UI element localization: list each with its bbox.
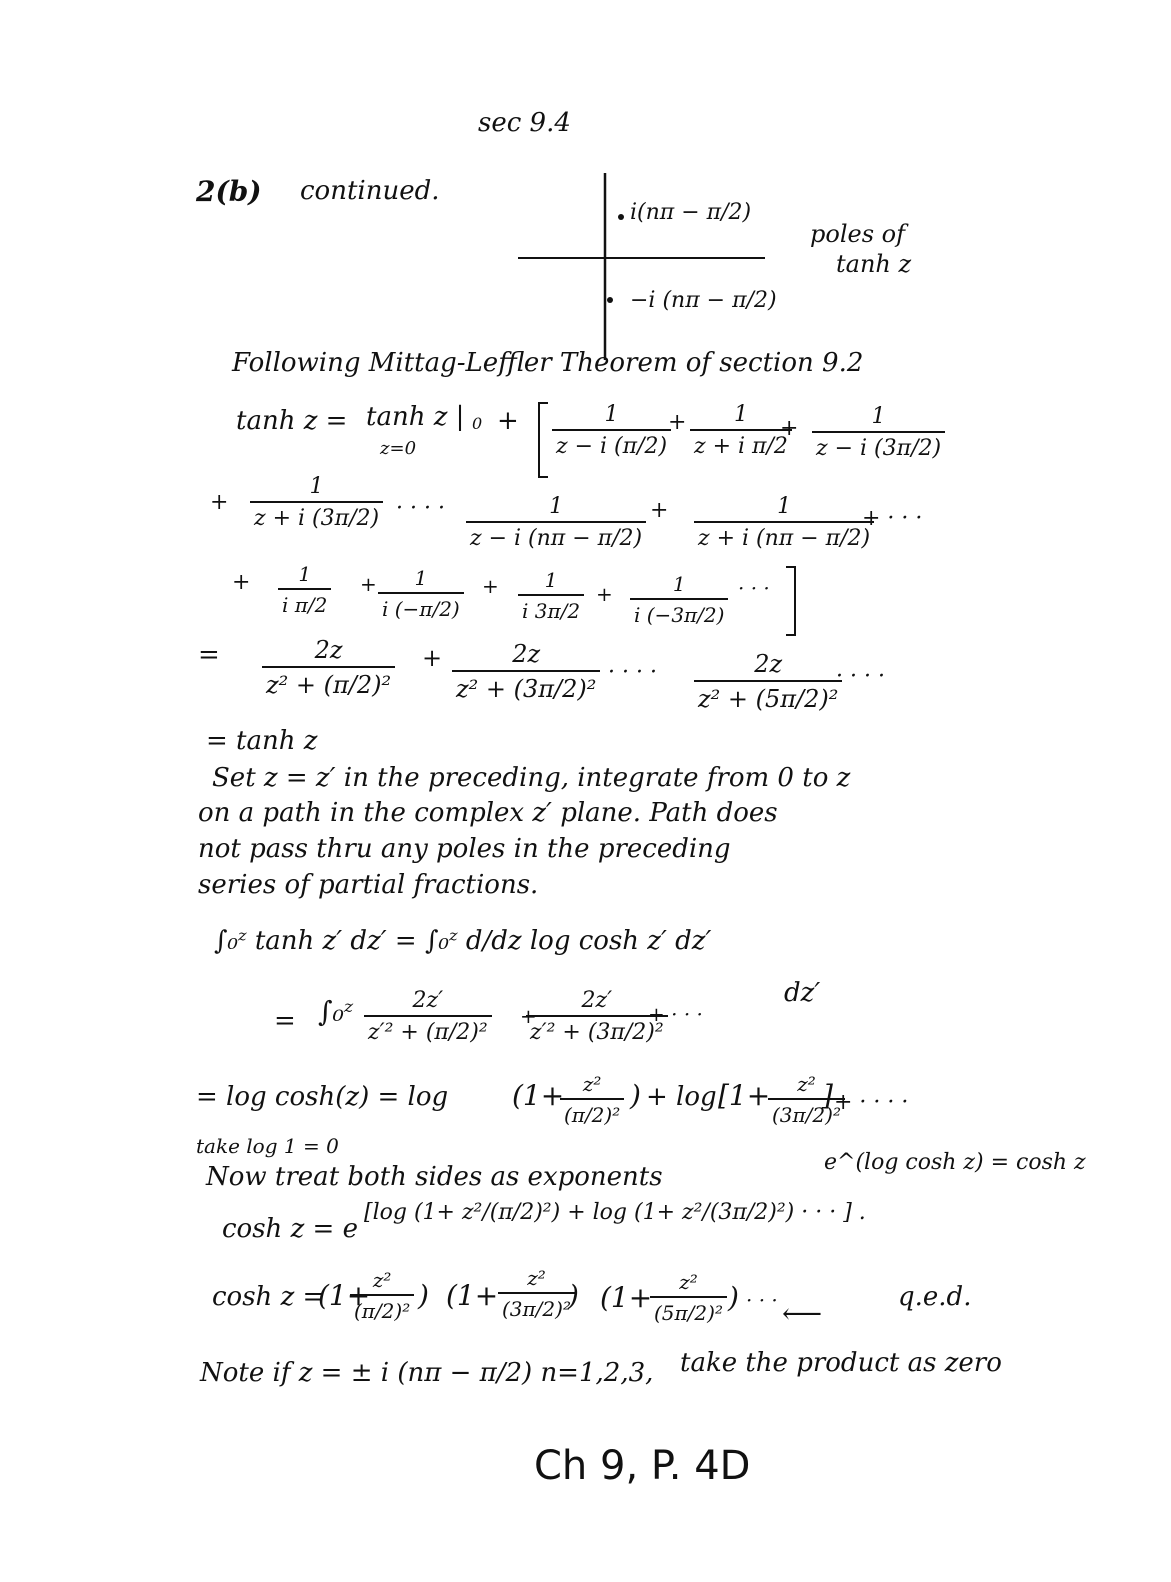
equals-tanh: = tanh z	[206, 726, 318, 756]
close-bracket	[786, 566, 796, 636]
open-bracket	[538, 402, 548, 478]
upper-pole-label: i(nπ − π/2)	[630, 200, 752, 225]
series-term-2: $\frac{2z}{\text{z² + (3π/2)²}}$	[452, 640, 600, 703]
integrand-tail: + · · ·	[648, 1002, 703, 1026]
const-2: $\frac{1}{i (-\pi/2)}$	[378, 566, 464, 621]
tanh-at-zero: tanh z |	[366, 402, 465, 432]
integral-sign: ∫₀ᶻ	[318, 995, 354, 1028]
now-treat-line: Now treat both sides as exponents	[206, 1162, 663, 1192]
paren-close: )	[630, 1079, 641, 1112]
term-6: $\frac{1}{z + i (n\pi - \pi/2)}$	[694, 494, 874, 551]
arrow-icon: ⟵	[782, 1297, 823, 1330]
paren-open: (1+	[512, 1079, 565, 1112]
note-tail: take the product as zero	[680, 1348, 1002, 1378]
page-footer: Ch 9, P. 4D	[534, 1443, 751, 1489]
plus-sign: +	[232, 570, 251, 595]
const-dots: · · ·	[738, 576, 770, 600]
const-4: $\frac{1}{i (-3\pi/2)}$	[630, 572, 728, 627]
problem-note: continued.	[300, 176, 440, 206]
series-term-3: $\frac{2z}{\text{z² + (5π/2)²}}$	[694, 650, 842, 713]
series-dots-2: · · · ·	[836, 664, 885, 689]
bracket-close: ]	[822, 1079, 833, 1112]
lhs-tanh: tanh z =	[236, 406, 348, 436]
bracket-open: [1+	[718, 1079, 771, 1112]
tanh-at-zero-sup: 0	[472, 414, 483, 433]
lower-pole-dot	[607, 297, 613, 303]
paren-close: )	[418, 1279, 429, 1312]
log-term-2: $\frac{\text{z²}}{\text{(3π/2)²}}$	[768, 1072, 845, 1127]
problem-label: 2(b)	[196, 175, 262, 208]
paren-close: )	[728, 1281, 739, 1314]
integral-identity: ∫₀ᶻ tanh z′ dz′ = ∫₀ᶻ d/dz log cosh z′ dz′	[214, 926, 712, 956]
log-term-1: $\frac{\text{z²}}{\text{(π/2)²}}$	[560, 1072, 624, 1127]
plus-sign: +	[360, 572, 377, 596]
set-line-4: series of partial fractions.	[198, 870, 539, 900]
exp-identity: e^(log cosh z) = cosh z	[824, 1150, 1086, 1175]
plus-sign: +	[482, 574, 499, 598]
lower-pole-label: −i (nπ − π/2)	[630, 288, 777, 313]
term-3: $\frac{1}{z - i (3\pi/2)}$	[812, 404, 945, 461]
product-dots: · · ·	[746, 1288, 778, 1312]
series-term-1: $\frac{2z}{\text{z² + (π/2)²}}$	[262, 636, 395, 699]
paren-close: )	[568, 1279, 579, 1312]
set-line-2: on a path in the complex z′ plane. Path does	[198, 798, 778, 828]
trailing-dots: + · · ·	[862, 506, 923, 531]
log-cosh-line: = log cosh(z) = log	[196, 1082, 449, 1112]
product-factor-2: $\frac{\text{z²}}{\text{(3π/2)²}}$	[498, 1266, 575, 1321]
plus-sign: +	[520, 1004, 537, 1028]
set-line-1: Set z = z′ in the preceding, integrate from 0 to z	[212, 763, 851, 793]
qed-mark: q.e.d.	[898, 1282, 972, 1312]
plus-sign: +	[780, 416, 799, 441]
plus-sign: +	[668, 410, 687, 435]
series-dots: · · · ·	[608, 660, 657, 685]
differential: dz′	[784, 978, 821, 1008]
tanh-at-zero-sub: z=0	[380, 438, 417, 459]
dots: · · · ·	[396, 496, 445, 521]
product-lhs: cosh z =	[212, 1282, 325, 1312]
set-line-3: not pass thru any poles in the preceding	[198, 834, 731, 864]
term-1: $\frac{1}{z - i (\pi/2)}$	[552, 402, 671, 459]
log-tail: + · · · ·	[834, 1090, 909, 1115]
const-3: $\frac{1}{i 3\pi/2}$	[518, 568, 584, 623]
upper-pole-dot	[618, 214, 624, 220]
integrand-term-2: $\frac{2z'}{\text{z′² + (3π/2)²}}$	[526, 988, 668, 1045]
paren-open: (1+	[600, 1281, 653, 1314]
plus-sign: +	[596, 582, 613, 606]
pole-axes-diagram	[500, 165, 780, 365]
equals-sign: =	[274, 1006, 296, 1036]
product-factor-3: $\frac{\text{z²}}{\text{(5π/2)²}}$	[650, 1270, 727, 1325]
note-line: Note if z = ± i (nπ − π/2) n=1,2,3,	[200, 1358, 654, 1388]
term-2: $\frac{1}{\text{z + i π/2}}$	[690, 402, 792, 459]
equals-sign: =	[198, 640, 220, 670]
const-1: $\frac{1}{\text{i π/2}}$	[278, 562, 331, 617]
plus-sign: +	[210, 490, 229, 515]
plus-sign: +	[650, 498, 669, 523]
integrand-term-1: $\frac{2z'}{\text{z′² + (π/2)²}}$	[364, 988, 492, 1045]
intro-line: Following Mittag-Leffler Theorem of section 9.2	[232, 348, 864, 378]
take-log-note: take log 1 = 0	[196, 1134, 339, 1158]
cosh-exp-lhs: cosh z = e	[222, 1214, 358, 1244]
poles-caption-2: tanh z	[836, 250, 912, 278]
paren-open: (1+	[318, 1279, 371, 1312]
paren-open: (1+	[446, 1279, 499, 1312]
log-plus: + log	[646, 1082, 717, 1112]
term-4: $\frac{1}{z + i (3\pi/2)}$	[250, 474, 383, 531]
cosh-exp-exponent: [log (1+ z²/(π/2)²) + log (1+ z²/(3π/2)²) · · · ] .	[364, 1200, 866, 1225]
section-header: sec 9.4	[478, 108, 571, 138]
term-5: $\frac{1}{z - i (n\pi - \pi/2)}$	[466, 494, 646, 551]
plus-sign: +	[497, 406, 519, 436]
plus-sign: +	[422, 644, 443, 672]
product-factor-1: $\frac{\text{z²}}{\text{(π/2)²}}$	[350, 1268, 414, 1323]
poles-caption-1: poles of	[810, 220, 905, 248]
